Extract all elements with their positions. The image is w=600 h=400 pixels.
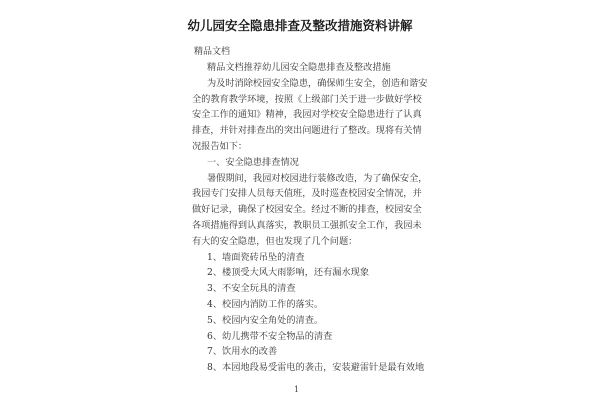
list-item: 8、本园地段易受雷电的袭击，安装避雷针是最有效地 bbox=[207, 362, 425, 373]
text-line: 我园专门安排人员每天值班，及时巡查校园安全情况，并 bbox=[192, 188, 422, 199]
text-line: 全的教育教学环境，按照《上级部门关于进一步做好学校 bbox=[192, 94, 422, 105]
text-line: 排查，并针对排查出的突出问题进行了整改。现将有关情 bbox=[192, 125, 422, 136]
text-line: 做好记录，确保了校园安全。经过不断的排查，校园安全 bbox=[192, 204, 422, 215]
text-line: 有大的安全隐患，但也发现了几个问题： bbox=[192, 236, 358, 247]
text-line: 安全工作的通知》精神，我园对学校安全隐患进行了认真 bbox=[192, 109, 422, 120]
document-title: 幼儿园安全隐患排查及整改措施资料讲解 bbox=[187, 18, 413, 33]
text-line: 各项措施得到认真落实，教职员工强抓安全工作，我园未 bbox=[192, 220, 422, 231]
list-item: 3、不安全玩具的清查 bbox=[207, 283, 296, 294]
list-item: 4、校园内消防工作的落实。 bbox=[207, 299, 324, 310]
text-line: 暑假期间，我园对校园进行装修改造，为了确保安全， bbox=[207, 173, 428, 184]
page-number: 1 bbox=[294, 385, 300, 394]
list-item: 7、饮用水的改善 bbox=[207, 346, 278, 357]
section-heading: 一、安全隐患排查情况 bbox=[207, 157, 299, 168]
list-item: 1、墙面瓷砖吊坠的清查 bbox=[207, 252, 305, 263]
text-line: 为及时消除校园安全隐患，确保师生安全，创造和谐安 bbox=[207, 78, 428, 89]
text-line: 精品文档推荐幼儿园安全隐患排查及整改措施 bbox=[207, 62, 391, 73]
list-item: 2、楼顶受大风大雨影响，还有漏水现象 bbox=[207, 267, 370, 278]
list-item: 5、校园内安全角处的清查。 bbox=[207, 315, 324, 326]
header-label: 精品文档 bbox=[194, 47, 231, 57]
list-item: 6、幼儿携带不安全物品的清查 bbox=[207, 331, 333, 342]
text-line: 况报告如下： bbox=[192, 141, 248, 152]
